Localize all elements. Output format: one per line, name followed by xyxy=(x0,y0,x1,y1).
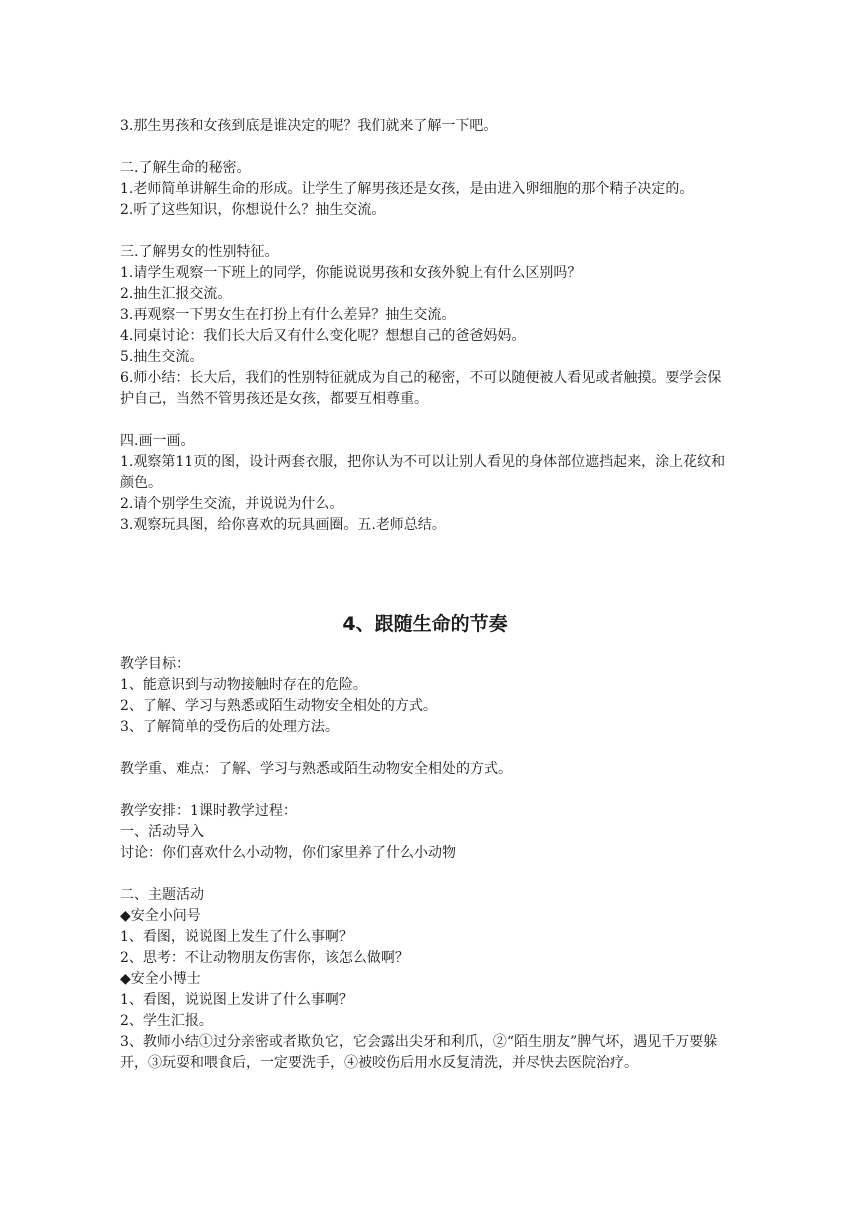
section-heading: 一、活动导入 xyxy=(120,824,204,840)
goals-label: 教学目标： xyxy=(120,656,190,672)
paragraph: 6.师小结：长大后，我们的性别特征就成为自己的秘密，不可以随便被人看见或者触摸。要学会保护自己，当然不管男孩还是女孩，都要互相尊重。 xyxy=(120,370,722,407)
lesson-title: 4、跟随生命的节奏 xyxy=(342,613,508,635)
paragraph: 5.抽生交流。 xyxy=(120,349,204,365)
paragraph: 3.那生男孩和女孩到底是谁决定的呢？我们就来了解一下吧。 xyxy=(120,118,498,134)
paragraph: 3.再观察一下男女生在打扮上有什么差异？抽生交流。 xyxy=(120,307,456,323)
subsection-heading: ◆安全小问号 xyxy=(120,908,201,924)
goal-item: 1、能意识到与动物接触时存在的危险。 xyxy=(120,677,367,693)
section-heading: 三.了解男女的性别特征。 xyxy=(120,244,279,260)
paragraph: 2.听了这些知识，你想说什么？抽生交流。 xyxy=(120,202,386,218)
list-item: 1、看图，说说图上发生了什么事啊？ xyxy=(120,929,353,945)
section-heading: 二.了解生命的秘密。 xyxy=(120,160,251,176)
goal-item: 3、了解简单的受伤后的处理方法。 xyxy=(120,719,339,735)
section-heading: 四.画一画。 xyxy=(120,433,195,449)
paragraph: 2.请个别学生交流，并说说为什么。 xyxy=(120,496,344,512)
paragraph: 讨论：你们喜欢什么小动物，你们家里养了什么小动物 xyxy=(120,845,456,861)
paragraph: 4.同桌讨论：我们长大后又有什么变化呢？想想自己的爸爸妈妈。 xyxy=(120,328,526,344)
section-heading: 二、主题活动 xyxy=(120,887,204,903)
document-page xyxy=(120,116,730,1074)
subsection-heading: ◆安全小博士 xyxy=(120,971,201,987)
list-item: 2、思考：不让动物朋友伤害你，该怎么做啊？ xyxy=(120,950,409,966)
paragraph: 3.观察玩具图，给你喜欢的玩具画圈。五.老师总结。 xyxy=(120,517,446,533)
key-points: 教学重、难点：了解、学习与熟悉或陌生动物安全相处的方式。 xyxy=(120,761,512,777)
list-item: 2、学生汇报。 xyxy=(120,1013,213,1029)
paragraph: 2.抽生汇报交流。 xyxy=(120,286,232,302)
arrangement: 教学安排：1课时教学过程： xyxy=(120,803,297,819)
goal-item: 2、了解、学习与熟悉或陌生动物安全相处的方式。 xyxy=(120,698,437,714)
paragraph: 1.请学生观察一下班上的同学，你能说说男孩和女孩外貌上有什么区别吗？ xyxy=(120,265,582,281)
list-item: 3、教师小结①过分亲密或者欺负它，它会露出尖牙和利爪，②“陌生朋友”脾气坏，遇见千万要躲开，③玩耍和喂食后，一定要洗手，④被咬伤后用水反复清洗，并尽快去医院治疗。 xyxy=(120,1034,718,1071)
list-item: 1、看图，说说图上发讲了什么事啊？ xyxy=(120,992,353,1008)
paragraph: 1.老师简单讲解生命的形成。让学生了解男孩还是女孩，是由进入卵细胞的那个精子决定的。 xyxy=(120,181,694,197)
paragraph: 1.观察第11页的图，设计两套衣服，把你认为不可以让别人看见的身体部位遮挡起来，涂上花纹和颜色。 xyxy=(120,454,726,491)
